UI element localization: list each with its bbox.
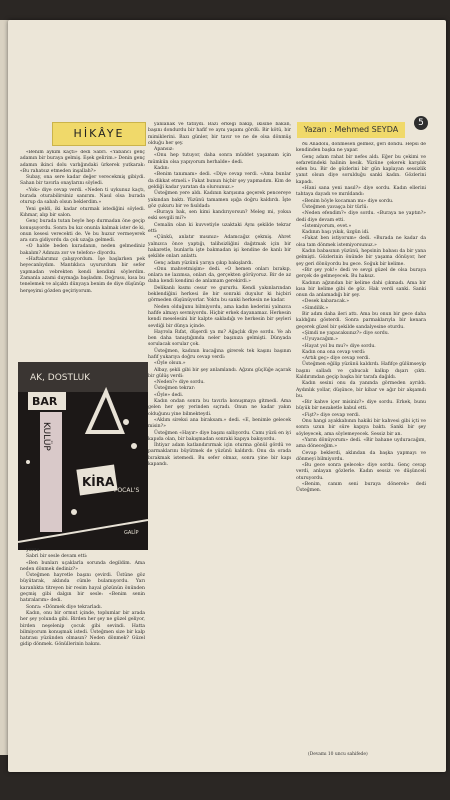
column-2 [148, 122, 291, 762]
paragraph: Üsteğmen yere aldı. Kadının karşısına geçerek pencereye yakından baktı. Yüzünü tamamen ışığa doğru kaldırdı. İşte göz çukuru bir ve fısıldadı: [148, 191, 291, 209]
paragraph: «Uyuyacağım.» [302, 337, 338, 343]
sign-kulup: KULÜP [41, 422, 51, 451]
paragraph: Genç adam yüzünü yarıya çıkıp bakışlardı. [154, 260, 253, 266]
paragraph: Delikanlı kısmı cesur ve gururlu. Kendi yakınlarından beklendiğini herkesi ile bir sonraki duyulur ki hiçbiri görmeden düşünüyorlar. Yoktu bu sanki herkesin ne kadar. [148, 285, 291, 304]
story-illustration [18, 362, 148, 550]
paragraph: Üsteğmen eğilip yüzünü kaldırdı. Hafifçe gülümseyip başını salladı ve çabucak kalkıp dışarı çıktı. Kaldırımdan geçip başka bir tarafa dağıldı. [296, 362, 426, 380]
paragraph: Üsteğmen «Hayır» diye başını sallıyordu. Camı yüzü en iyi kapıda olan, bir bakışmadan sonraki kapıya bakıyordu. [148, 430, 291, 442]
paragraph: «Onu mahvetmişim» dedi. «O hemen onları bırakıp, onlara ne lazımsa, onları da, gerçekten görüyoruz. Bir de az daha kendi kendimi de anlamam gerekirdi.» [148, 266, 291, 285]
paragraph: «Yarın dönüyorum» dedi. «Bir bahane uyduracağım, ama döneceğim.» [296, 437, 426, 450]
paragraph: «Ben bunları uçaklarla sorunda degildim. Ama neden dönmek dediniz?» [20, 560, 145, 572]
sign-kira: KİRA [82, 475, 115, 489]
paragraph: Kadın ondan sonra bu tavırla konuşmaya gitmedi. Ama gelen her şey yerinden sıçradı. Onun ne kadar yakın olduğunu yine bilmekteydi. [148, 399, 291, 417]
paragraph: Hayrola Rıfat, düşerdi ya mı? Ağaçlık diye sordu. Ve ah ben daha tanıştığımda neler başınıza gelmişti. Dünyada sorulacak sorular çok. [148, 329, 291, 348]
paragraph: Kadının ağzından bir kelime dahi çıkmadı. Ama bir kısa bir kelime gibi de göz. Hak verdi sanki. Sanki onun da anlamadığı bir şey. [296, 280, 426, 299]
paragraph: «Benim, canım seni buraya dönerek» dedi Üsteğmen. [296, 482, 426, 494]
paragraph: «Buraya bak, sen kimi kandırıyorsun? Meleg mi, yoksa eski sevgili mi?» [148, 210, 291, 222]
paragraph: Üsteğmen, kadının kucağına girerek tek kaşını başının hafif yukarıya doğru cevap verdi: [148, 348, 291, 360]
paragraph: Bir adım daha ileri attı. Ama bu onun bir gece daha kaldığını gösterdi. Sonra parmaklarıyla bir kenara geçerek güzel bir şekilde sandalyesine oturdu. [296, 312, 426, 330]
paragraph: «Haftalarımız çalışıyordum. İşe başlarken pek heyecanlıydım. Mantıklıca uyururdum bir sefer yapmadan vebrekten kendi kendimi söylerdim. Zamanla azami duymağa başladım. Doğrusu, kısa bu tenelemek ve alçaktı dünyaya benim de diye düşünüp herşeyimi gözden geçiriyorum. [20, 257, 145, 294]
paragraph: Üsteğmen yavaşça bir türlü: [302, 204, 369, 210]
paragraph: Üsteğmen tekrar: [154, 386, 196, 392]
paragraph: Kadın ona ona cevap verdi: [302, 349, 366, 355]
column-1-top [20, 150, 145, 360]
paragraph: «Simdilik.» [302, 305, 329, 311]
paragraph: Neden olduğunu bilmiyordu, ama kadın kederini yalnızca hafife almayı sevmiyordu. Hiçbir erkek dayanamaz. Herkesin kendi meselesini bir kalpte sakladığı ve herkesin bir şeyleri sevdiği bir dünya içinde. [148, 304, 291, 329]
page-number: 5 [414, 116, 428, 130]
artist-signature: GALİP [124, 530, 139, 536]
paragraph: Üsteğmen hayretle başını çevirdi. Üstüne göz büyütarak, aklında cümle bulamıyordu. Yarı karanlıkta titreyen bir resim hayal gözünün önünden geçmiş gibi dalgın bir sesle: «Benim senin hatıralarım» dedi. [20, 573, 145, 604]
paragraph: Yeni geldi, iki kadar oturmak istediğini söyledi. Kıhmar, alıp bir salon. [20, 206, 145, 218]
paragraph: Subay, ona sere kadar değer verecekmiş gibiydi. Sahan bir tavırla onaylarını söyledi. [20, 175, 145, 187]
paragraph: «Hani sana yeni nasıl?» diye sordu. Kadın ellerini tahtaya dayadı ve mırıldandı: [296, 186, 426, 198]
paragraph: «Fakat ben istiyorum» dedi. «Burada ne kadar da olsa tam dönmek istemiyorsunuz.» [296, 236, 426, 248]
paragraph: «Bir kahve içer misiniz?» diye sordu. Erkek, bunu büyük bir nezaketle kabul etti. [296, 400, 426, 412]
paragraph: «Hayat yol bu mu?» diye sordu. [302, 343, 376, 349]
paragraph: «Neden?» diye sordu. [154, 380, 205, 386]
paragraph: «Benim aykım kaçtı» dedi Sabri. «Yabancı genç adamın bir buraya gelmiş. Eşek gelirim.» Denin genç adamın ikinci dolu varlığındaki ürkerek yutkarak: «Bu rahatsız etmeden inşallah?» [20, 150, 145, 174]
paragraph: Cemalin olan ki kuvvetiyle uzaktaki Aynı şekilde tekrar etti: [148, 222, 291, 235]
paragraph: «Desek kabaracak.» [302, 299, 350, 305]
column-3 [296, 142, 426, 762]
paragraph: «Fişt?» diye cevap verdi. [302, 412, 360, 418]
paragraph: yordu. [26, 548, 41, 553]
paragraph: «Istemiyorum, evet.» [302, 223, 352, 229]
paragraph: ðu Anadolu, dönmesen gelmez, geri döndü. Hepsi de kendinden başka ne yapar. [296, 142, 426, 154]
paragraph: «Onu hep tutuyor, daha sonra müddet yaşamam için mümkün olsa yapıyorum herhalde» dedi. [148, 153, 291, 165]
paragraph: Kadın, onu bir ormut içinde, toplumlar bir arada her şey yolunda gibi. Birden her şey ne güzel geliyor, birden neşelenip çocuk gibi sevindi. Hatta bilmiyorum konuşmak istedi. Üsteğmen size bir kalp hatırası yüzünden olmasın? Neden dönmek? Güzel gidip dönmek. Gönüllerinin bakını. [20, 610, 145, 648]
paragraph: «Şimdi ne yapacaksınız?» diye sordu. [302, 330, 390, 336]
paragraph: «Artık geç» diye cevap verdi. [302, 356, 370, 362]
paragraph: Cevap beklerdi, aklından da başka yapmayı ve dönmeyi bilmiyordu. [296, 450, 426, 462]
paragraph: Albay, şekli gibi bir şey anlamlandı. Ağzını güçlüğe açarak bir gülüş verdi: [148, 367, 291, 379]
sign-focals: FOCAL'S [114, 487, 140, 494]
paragraph: Sonra: «Dönmek diye tekrarladı. [26, 604, 103, 610]
paragraph: Onu hangi ayakkabının hakiki bir kahvesi gibi içti ve sonra uzun bir süre kapıya baktı. Sanki bir şey söyleyecek, ama söylemeyecek. Sessiz bir an. [296, 419, 426, 437]
paragraph: Kadın babasının yüzünü, hepsinin babası da bir yana gelmişti. Gözlerinin önünde bir yaşama dönüyor, her şey geri dönüyordu bu gece. Soğuk bir kelime. [296, 249, 426, 267]
paragraph: «Öyle olsun.» [154, 361, 186, 367]
paragraph: «O halde beden kuradanın, neden gelmediniz bakalım? Adınıza zor ve telefon» diyordu. [20, 244, 145, 256]
paragraph: Genç burada tutan beyle hep durmadan öne geçip konuşuyordu. Sonra bu kız onunla kalmak ister de ki, onun kesesi verecekti de. Ve bu huzur vermeyerek ara sıra gidiyordu da çok uzağa gelmedi. [20, 219, 145, 244]
paragraph: «Yok» diye cevap verdi. «Neden ti uykunuz kaçtı, burada oturabilirsiniz sanırım. Nasıl olsa burada oturup da sabah olsun beklerdim.» [20, 187, 145, 206]
paragraph: «Bu gece sonra gelecek» diye sordu. Genç cevap verdi, anlayan gözlerle. Kadın sessiz ve düşünceli oturuyordu. [296, 463, 426, 481]
paragraph: Kadın: [154, 166, 170, 172]
paragraph: «Öyle» dedi. [154, 392, 184, 398]
sign-bar: BAR [32, 395, 58, 408]
paragraph: Kadının başı yıkık, üzgün idi. [302, 230, 370, 236]
paragraph: «Neden efendim?» diye sordu. «Buraya ne yaptın?» dedi diye devam etti. [296, 211, 426, 223]
paragraph: «Çünkü, anlatır mısınız» Adamcağız çekmiş. Ahret yalnızca önce yaptığı, talihsizliğini dağıtmak için bir hakaretle, bunlarla işte bakmadan işi kendine de kanlı bir şekilde onları anlattı. [148, 235, 291, 260]
paragraph: İhtiyar adam katlandırırmak için oturma gönül gördü ve parmaklarını büyütmek de yüzünü kaldırdı. Onu da orada bırakmak istemedi. Bu sefer olmaz, sonra yine bir kapı kapandı. [148, 443, 291, 468]
section-title: HİKÂYE [52, 122, 146, 146]
column-1-bottom [20, 548, 145, 758]
paragraph: Sabri bir sesle devam etti: [26, 554, 88, 560]
paragraph: Kadın sesini onu da yanında görmeden ayrıldı. Aydınlık yollar, düşünce, bir kibar ve ağır bir akşamdı bu. [296, 381, 426, 399]
sign-top-text: AK, DOSTLUK [30, 373, 91, 383]
paragraph: «Bir şey yok!» dedi ve sevgi güzel de olsa buraya gerçek de gelmeyecek. Bu haksız. [296, 267, 426, 280]
paragraph: «Benim tanımam» dedi. «Diye cevap verdi. «Ama bunlar da dikkat etmeli.» Fakat bunun hiçbir şey yapmadım. Kim de geldiği kadar yaratan da olursunuz.» [148, 172, 291, 190]
continued-note: (Devamı 10 uncu sahifede) [308, 752, 368, 757]
paragraph: «Benim böyle kocaman mı» diye sordu. [302, 198, 394, 204]
author-byline: Yazan : Mehmed SEYDA [297, 122, 405, 138]
paragraph: Genç adam rahat bir nefes aldı. Eğer bu çekimi ve sefaretindeki halinin kesik. Yüzüne çekerek karşılık eden bu. Bir de gözlerini bir gün kaplayan sessizlik yanıt olsun diye sorulduğu sanki kadın. Gözlerini kapadı. [296, 154, 426, 185]
paragraph: «Aklım sireksi ana biraksam.» dedi. «E, benimle gelecek misin?» [148, 417, 291, 430]
paragraph: yanlanak ve tatlıydı. Bazı erkeği bakıp, ikisine bakan, başını dondurdu bir hafif ve aynı yaşamı gördü. Bir kötü, bir mimiklerini. Bazı günler, bir tavır ve ne de olsa dönmüş olduğu her şey. [148, 122, 291, 146]
paragraph: Apansız: [154, 147, 174, 153]
